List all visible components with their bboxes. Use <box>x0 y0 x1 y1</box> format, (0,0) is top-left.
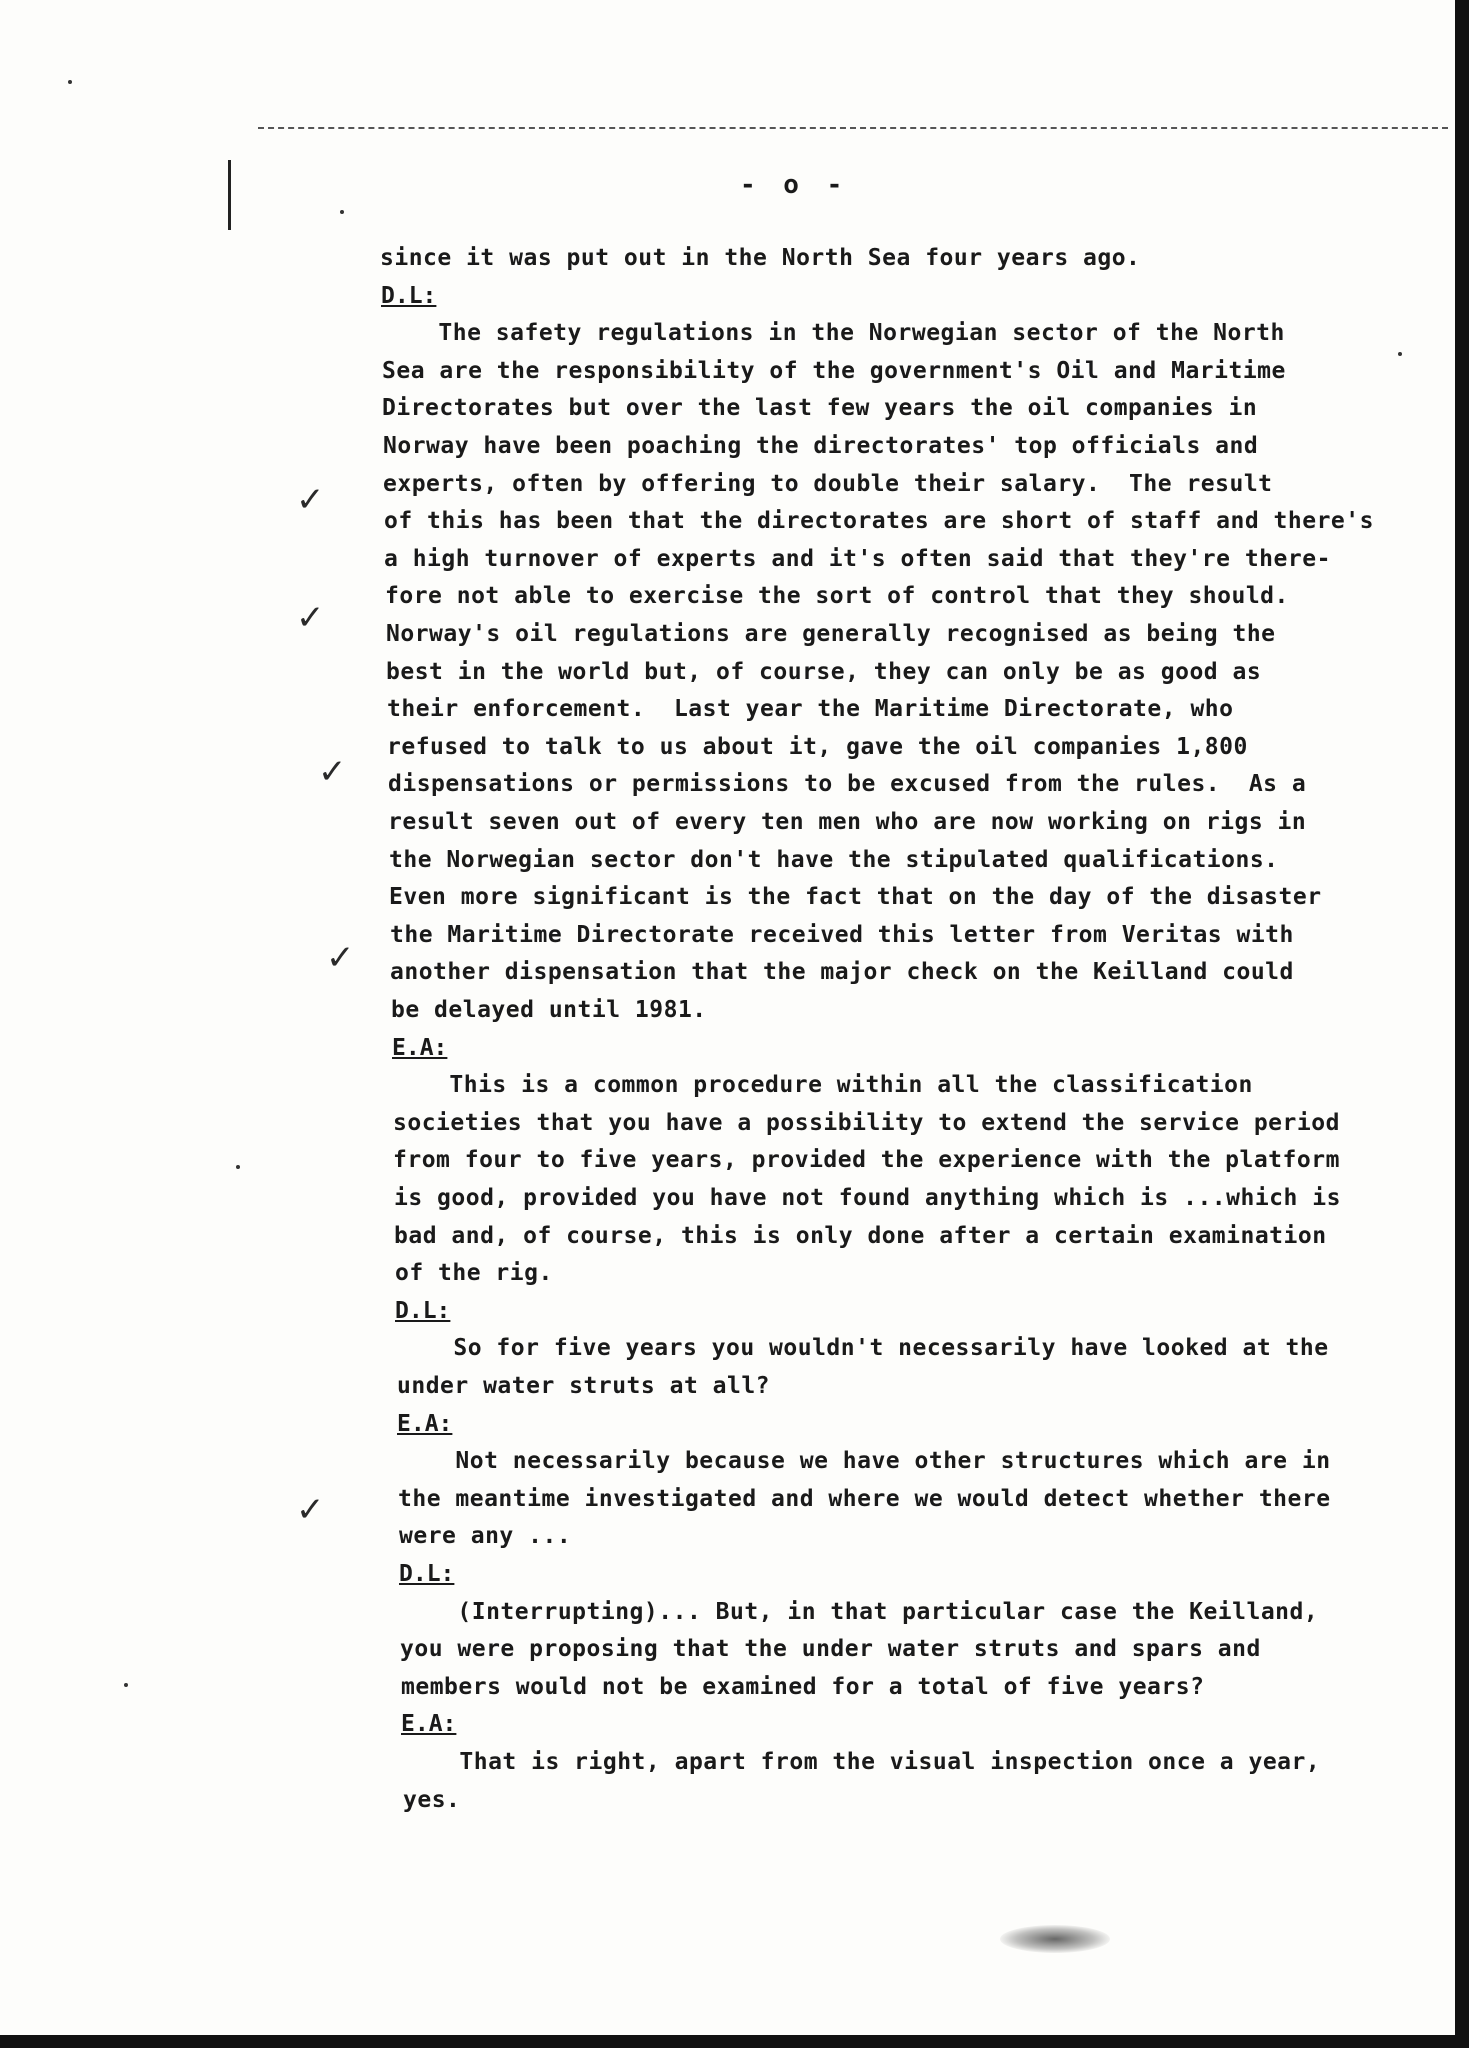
check-mark-icon: ✓ <box>296 480 325 520</box>
check-mark-icon: ✓ <box>318 752 347 792</box>
transcript-line: the meantime investigated and where we would detect whether there <box>398 1486 1331 1512</box>
speck <box>340 210 344 214</box>
check-mark-icon: ✓ <box>296 1490 325 1530</box>
transcript-line: yes. <box>403 1787 461 1813</box>
transcript-line: dispensations or permissions to be excused from the rules. As a <box>388 771 1307 797</box>
transcript-line: is good, provided you have not found anything which is ...which is <box>394 1185 1341 1211</box>
transcript-line: This is a common procedure within all the classification <box>392 1072 1253 1098</box>
transcript-line: That is right, apart from the visual inspection once a year, <box>402 1749 1321 1775</box>
transcript-line: another dispensation that the major check on the Keilland could <box>390 959 1294 985</box>
transcript-line: Norway have been poaching the directorates' top officials and <box>383 433 1259 459</box>
transcript-line: of this has been that the directorates are short of staff and there's <box>384 508 1374 534</box>
transcript-line: The safety regulations in the Norwegian sector of the North <box>381 320 1285 346</box>
check-mark-icon: ✓ <box>296 598 325 638</box>
transcript-line: Even more significant is the fact that on the day of the disaster <box>389 884 1322 910</box>
transcript-line: fore not able to exercise the sort of control that they should. <box>385 583 1289 609</box>
transcript-line: result seven out of every ten men who are now working on rigs in <box>388 809 1307 835</box>
transcript-line: experts, often by offering to double their salary. The result <box>383 471 1273 497</box>
transcript-line: were any ... <box>399 1523 572 1549</box>
transcript-line: societies that you have a possibility to extend the service period <box>393 1110 1340 1136</box>
transcript-line: bad and, of course, this is only done after a certain examination <box>394 1223 1327 1249</box>
transcript-line: Sea are the responsibility of the government's Oil and Maritime <box>382 358 1286 384</box>
speaker-label: E.A: <box>397 1411 453 1437</box>
transcript-line: members would not be examined for a total of five years? <box>401 1674 1205 1700</box>
transcript-line: since it was put out in the North Sea four years ago. <box>380 245 1141 271</box>
transcript-line: So for five years you wouldn't necessarily have looked at the <box>396 1335 1329 1361</box>
transcript-line: their enforcement. Last year the Maritime Directorate, who <box>387 696 1234 722</box>
transcript-line: best in the world but, of course, they can only be as good as <box>386 659 1262 685</box>
transcript-line: refused to talk to us about it, gave the oil companies 1,800 <box>387 734 1248 760</box>
speck <box>236 1165 240 1169</box>
transcript-line: (Interrupting)... But, in that particular case the Keilland, <box>400 1599 1319 1625</box>
transcript-line: Norway's oil regulations are generally recognised as being the <box>386 621 1276 647</box>
margin-bar <box>228 160 231 230</box>
speck <box>124 1683 128 1687</box>
header-rule <box>258 127 1448 129</box>
transcript-line: under water struts at all? <box>397 1373 771 1399</box>
ink-smudge <box>1000 1925 1110 1953</box>
transcript-line: the Maritime Directorate received this letter from Veritas with <box>390 922 1294 948</box>
speaker-label: D.L: <box>395 1298 451 1324</box>
speck <box>68 80 72 84</box>
speaker-label: D.L: <box>399 1561 455 1587</box>
speaker-label: D.L: <box>381 283 437 309</box>
transcript-line: Directorates but over the last few years the oil companies in <box>382 395 1258 421</box>
transcript-line: you were proposing that the under water struts and spars and <box>400 1636 1261 1662</box>
transcript-line: from four to five years, provided the experience with the platform <box>393 1147 1340 1173</box>
speaker-label: E.A: <box>392 1035 448 1061</box>
transcript-line: Not necessarily because we have other structures which are in <box>398 1448 1331 1474</box>
speaker-label: E.A: <box>401 1711 457 1737</box>
transcript-line: the Norwegian sector don't have the stipulated qualifications. <box>389 847 1279 873</box>
speck <box>1398 352 1402 356</box>
transcript-line: be delayed until 1981. <box>391 997 707 1023</box>
transcript-line: of the rig. <box>395 1260 553 1286</box>
check-mark-icon: ✓ <box>326 938 355 978</box>
transcript-line: a high turnover of experts and it's often said that they're there- <box>384 546 1331 572</box>
page-number: - o - <box>740 170 849 200</box>
